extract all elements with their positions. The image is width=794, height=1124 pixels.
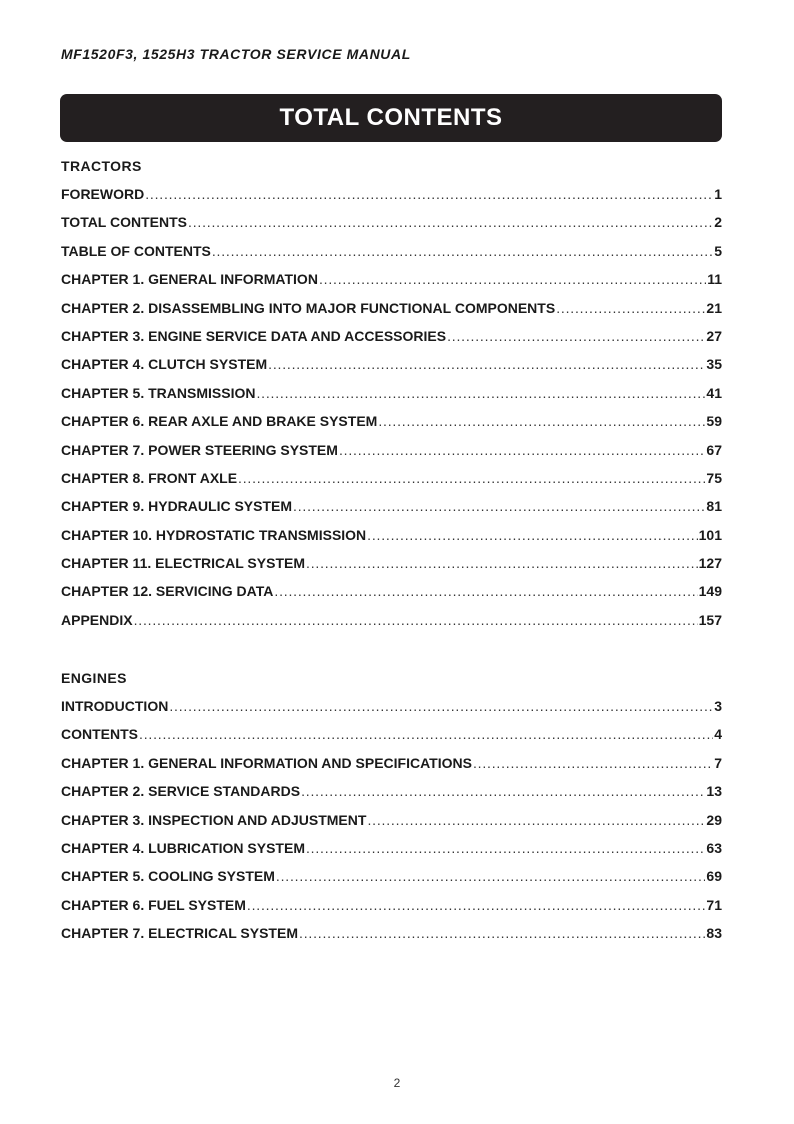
toc-entry[interactable] <box>61 470 722 498</box>
toc-entry-title: CHAPTER 10. HYDROSTATIC TRANSMISSION <box>61 526 367 543</box>
banner-title: TOTAL CONTENTS <box>279 104 503 131</box>
toc-entry[interactable] <box>61 840 722 868</box>
toc-entry-title: APPENDIX <box>61 611 133 628</box>
toc-entry-page: 157 <box>698 611 722 628</box>
toc-entry-page: 41 <box>706 384 722 401</box>
toc-entry[interactable] <box>61 271 722 299</box>
dot-leader <box>306 555 698 571</box>
toc-entry-page: 81 <box>706 498 722 515</box>
toc-entry-page: 11 <box>707 271 722 288</box>
page-number: 2 <box>393 1076 401 1090</box>
tractors-toc-list <box>61 186 722 640</box>
dot-leader <box>169 698 713 714</box>
toc-entry[interactable] <box>61 214 722 242</box>
toc-entry-title: CHAPTER 3. INSPECTION AND ADJUSTMENT <box>61 811 367 828</box>
toc-entry-page: 63 <box>706 839 722 856</box>
toc-entry[interactable] <box>61 783 722 811</box>
toc-entry-page: 3 <box>714 698 722 714</box>
dot-leader <box>134 612 698 628</box>
toc-entry-title: CHAPTER 7. POWER STEERING SYSTEM <box>61 441 338 458</box>
toc-entry[interactable] <box>61 555 722 583</box>
engines-toc-list <box>61 698 722 954</box>
dot-leader <box>247 897 706 913</box>
toc-entry-page: 69 <box>706 868 722 885</box>
toc-entry-page: 2 <box>714 214 722 231</box>
dot-leader <box>319 271 706 287</box>
dot-leader <box>268 356 705 372</box>
toc-entry[interactable] <box>61 527 722 555</box>
toc-entry-title: TOTAL CONTENTS <box>61 214 187 231</box>
dot-leader <box>256 385 705 401</box>
toc-entry-page: 59 <box>706 413 722 430</box>
toc-entry-title: FOREWORD <box>61 186 145 202</box>
section-heading: TRACTORS <box>61 158 142 174</box>
toc-entry[interactable] <box>61 897 722 925</box>
toc-entry-page: 149 <box>698 583 722 600</box>
dot-leader <box>274 583 697 599</box>
dot-leader <box>378 413 705 429</box>
dot-leader <box>306 840 705 856</box>
toc-entry-page: 75 <box>706 469 722 486</box>
toc-entry-page: 13 <box>706 783 722 800</box>
dot-leader <box>212 243 713 259</box>
toc-entry[interactable] <box>61 413 722 441</box>
dot-leader <box>339 442 705 458</box>
dot-leader <box>299 925 705 941</box>
toc-entry[interactable] <box>61 243 722 271</box>
dot-leader <box>139 726 713 742</box>
toc-entry-page: 35 <box>706 356 722 373</box>
toc-entry[interactable] <box>61 755 722 783</box>
tractors-section <box>61 156 722 640</box>
toc-entry-title: CHAPTER 1. GENERAL INFORMATION <box>61 271 318 288</box>
toc-entry[interactable] <box>61 698 722 726</box>
toc-entry[interactable] <box>61 812 722 840</box>
toc-entry-title: CHAPTER 4. CLUTCH SYSTEM <box>61 356 268 373</box>
toc-entry-title: CHAPTER 2. DISASSEMBLING INTO MAJOR FUNCTIONAL COMPONENTS <box>61 299 556 316</box>
toc-entry-title: CHAPTER 6. FUEL SYSTEM <box>61 896 246 913</box>
toc-entry[interactable] <box>61 498 722 526</box>
manual-title: MF1520F3, 1525H3 TRACTOR SERVICE MANUAL <box>61 46 411 62</box>
dot-leader <box>367 527 697 543</box>
toc-entry-title: CHAPTER 4. LUBRICATION SYSTEM <box>61 839 305 856</box>
toc-entry-title: CHAPTER 2. SERVICE STANDARDS <box>61 783 301 800</box>
toc-entry-page: 83 <box>706 925 722 942</box>
toc-entry-title: CHAPTER 12. SERVICING DATA <box>61 583 274 600</box>
toc-entry-page: 101 <box>698 526 722 543</box>
toc-entry-title: CHAPTER 7. ELECTRICAL SYSTEM <box>61 925 298 942</box>
toc-entry-title: CHAPTER 8. FRONT AXLE <box>61 469 238 486</box>
dot-leader <box>556 300 705 316</box>
section-heading: ENGINES <box>61 670 127 686</box>
toc-entry[interactable] <box>61 186 722 214</box>
toc-entry[interactable] <box>61 356 722 384</box>
toc-entry[interactable] <box>61 328 722 356</box>
toc-entry[interactable] <box>61 442 722 470</box>
toc-entry-title: CHAPTER 5. COOLING SYSTEM <box>61 868 275 885</box>
dot-leader <box>276 868 706 884</box>
dot-leader <box>473 755 713 771</box>
toc-entry[interactable] <box>61 300 722 328</box>
toc-entry-page: 71 <box>706 896 722 913</box>
dot-leader <box>145 186 713 202</box>
dot-leader <box>293 498 705 514</box>
toc-entry-title: CHAPTER 5. TRANSMISSION <box>61 384 256 401</box>
toc-entry-page: 7 <box>714 754 722 771</box>
toc-entry[interactable] <box>61 385 722 413</box>
dot-leader <box>447 328 705 344</box>
toc-entry-page: 21 <box>706 299 722 316</box>
contents-banner <box>60 94 722 142</box>
toc-entry[interactable] <box>61 612 722 640</box>
toc-entry-title: CHAPTER 11. ELECTRICAL SYSTEM <box>61 555 306 572</box>
toc-entry-page: 5 <box>714 242 722 259</box>
toc-entry-title: CONTENTS <box>61 726 138 743</box>
dot-leader <box>301 783 705 799</box>
dot-leader <box>367 812 705 828</box>
dot-leader <box>188 214 713 230</box>
toc-entry[interactable] <box>61 583 722 611</box>
toc-entry-title: CHAPTER 6. REAR AXLE AND BRAKE SYSTEM <box>61 413 378 430</box>
engines-section <box>61 668 722 954</box>
toc-entry-page: 1 <box>714 186 722 202</box>
toc-entry-page: 29 <box>706 811 722 828</box>
toc-entry-page: 27 <box>706 327 722 344</box>
toc-entry-page: 67 <box>706 441 722 458</box>
toc-entry-title: TABLE OF CONTENTS <box>61 242 211 259</box>
toc-entry-title: CHAPTER 3. ENGINE SERVICE DATA AND ACCESSORIES <box>61 327 447 344</box>
toc-entry-page: 4 <box>714 726 722 743</box>
toc-entry[interactable] <box>61 925 722 953</box>
toc-entry-title: INTRODUCTION <box>61 698 169 714</box>
toc-entry-title: CHAPTER 9. HYDRAULIC SYSTEM <box>61 498 293 515</box>
toc-entry[interactable] <box>61 726 722 754</box>
dot-leader <box>238 470 705 486</box>
toc-entry-page: 127 <box>698 555 722 572</box>
toc-entry-title: CHAPTER 1. GENERAL INFORMATION AND SPECIFICATIONS <box>61 754 472 771</box>
toc-entry[interactable] <box>61 868 722 896</box>
